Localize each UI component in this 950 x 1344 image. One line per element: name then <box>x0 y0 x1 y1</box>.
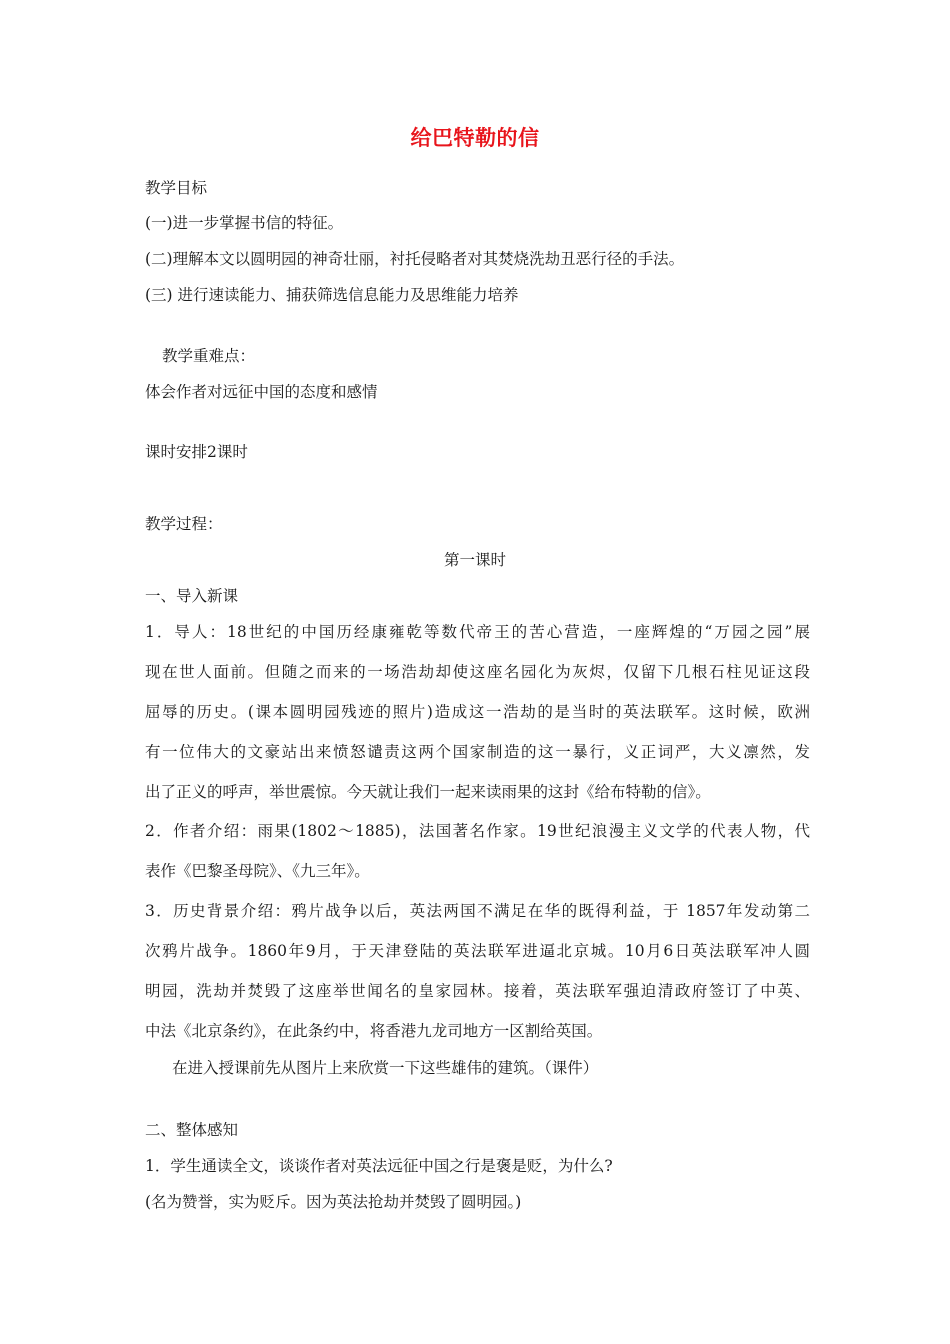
section-heading-key-points: 教学重难点： <box>162 347 256 365</box>
question-line: 1．学生通读全文，谈谈作者对英法远征中国之行是褒是贬，为什么? <box>145 1157 613 1175</box>
paragraph-line: 次鸦片战争。1860年9月，于天津登陆的英法联军进逼北京城。10月6日英法联军冲人圆 <box>145 942 810 960</box>
section-heading-objectives: 教学目标 <box>145 179 208 197</box>
paragraph-line: 在进入授课前先从图片上来欣赏一下这些雄伟的建筑。（课件） <box>172 1059 599 1077</box>
paragraph-line: 表作《巴黎圣母院》、《九三年》。 <box>145 862 370 880</box>
paragraph-line: 现在世人面前。但随之而来的一场浩劫却使这座名园化为灰烬，仅留下几根石柱见证这段 <box>145 663 810 681</box>
paragraph-line: 出了正义的呼声，举世震惊。今天就让我们一起来读雨果的这封《给布特勒的信》。 <box>145 783 711 801</box>
lesson-heading: 第一课时 <box>443 551 506 569</box>
section-heading-process: 教学过程： <box>145 515 223 533</box>
objective-item: (二)理解本文以圆明园的神奇壮丽，衬托侵略者对其焚烧洗劫丑恶行径的手法。 <box>145 250 685 268</box>
subsection-heading: 二、整体感知 <box>145 1121 239 1139</box>
answer-line: (名为赞誉，实为贬斥。因为英法抢劫并焚毁了圆明园。) <box>145 1193 522 1211</box>
paragraph-line: 1．导人：18世纪的中国历经康雍乾等数代帝王的苦心营造，一座辉煌的“万园之园”展 <box>145 623 810 641</box>
paragraph-line: 2．作者介绍：雨果(1802～1885)，法国著名作家。19世纪浪漫主义文学的代表人物，代 <box>145 822 810 840</box>
subsection-heading: 一、导入新课 <box>145 587 239 605</box>
paragraph-line: 屈辱的历史。(课本圆明园残迹的照片)造成这一浩劫的是当时的英法联军。这时候，欧洲 <box>145 703 810 721</box>
paragraph-line: 3．历史背景介绍：鸦片战争以后，英法两国不满足在华的既得利益，于 1857年发动第二 <box>145 902 810 920</box>
schedule-text: 课时安排2课时 <box>145 443 248 461</box>
key-points-text: 体会作者对远征中国的态度和感情 <box>145 383 378 401</box>
objective-item: (三) 进行速读能力、捕获筛选信息能力及思维能力培养 <box>145 286 519 304</box>
paragraph-line: 中法《北京条约》，在此条约中，将香港九龙司地方一区割给英国。 <box>145 1022 603 1040</box>
paragraph-line: 有一位伟大的文豪站出来愤怒谴责这两个国家制造的这一暴行，义正词严，大义凛然，发 <box>145 743 810 761</box>
document-title: 给巴特勒的信 <box>410 126 540 150</box>
objective-item: (一)进一步掌握书信的特征。 <box>145 214 344 232</box>
paragraph-line: 明园，洗劫并焚毁了这座举世闻名的皇家园林。接着，英法联军强迫清政府签订了中英、 <box>145 982 810 1000</box>
